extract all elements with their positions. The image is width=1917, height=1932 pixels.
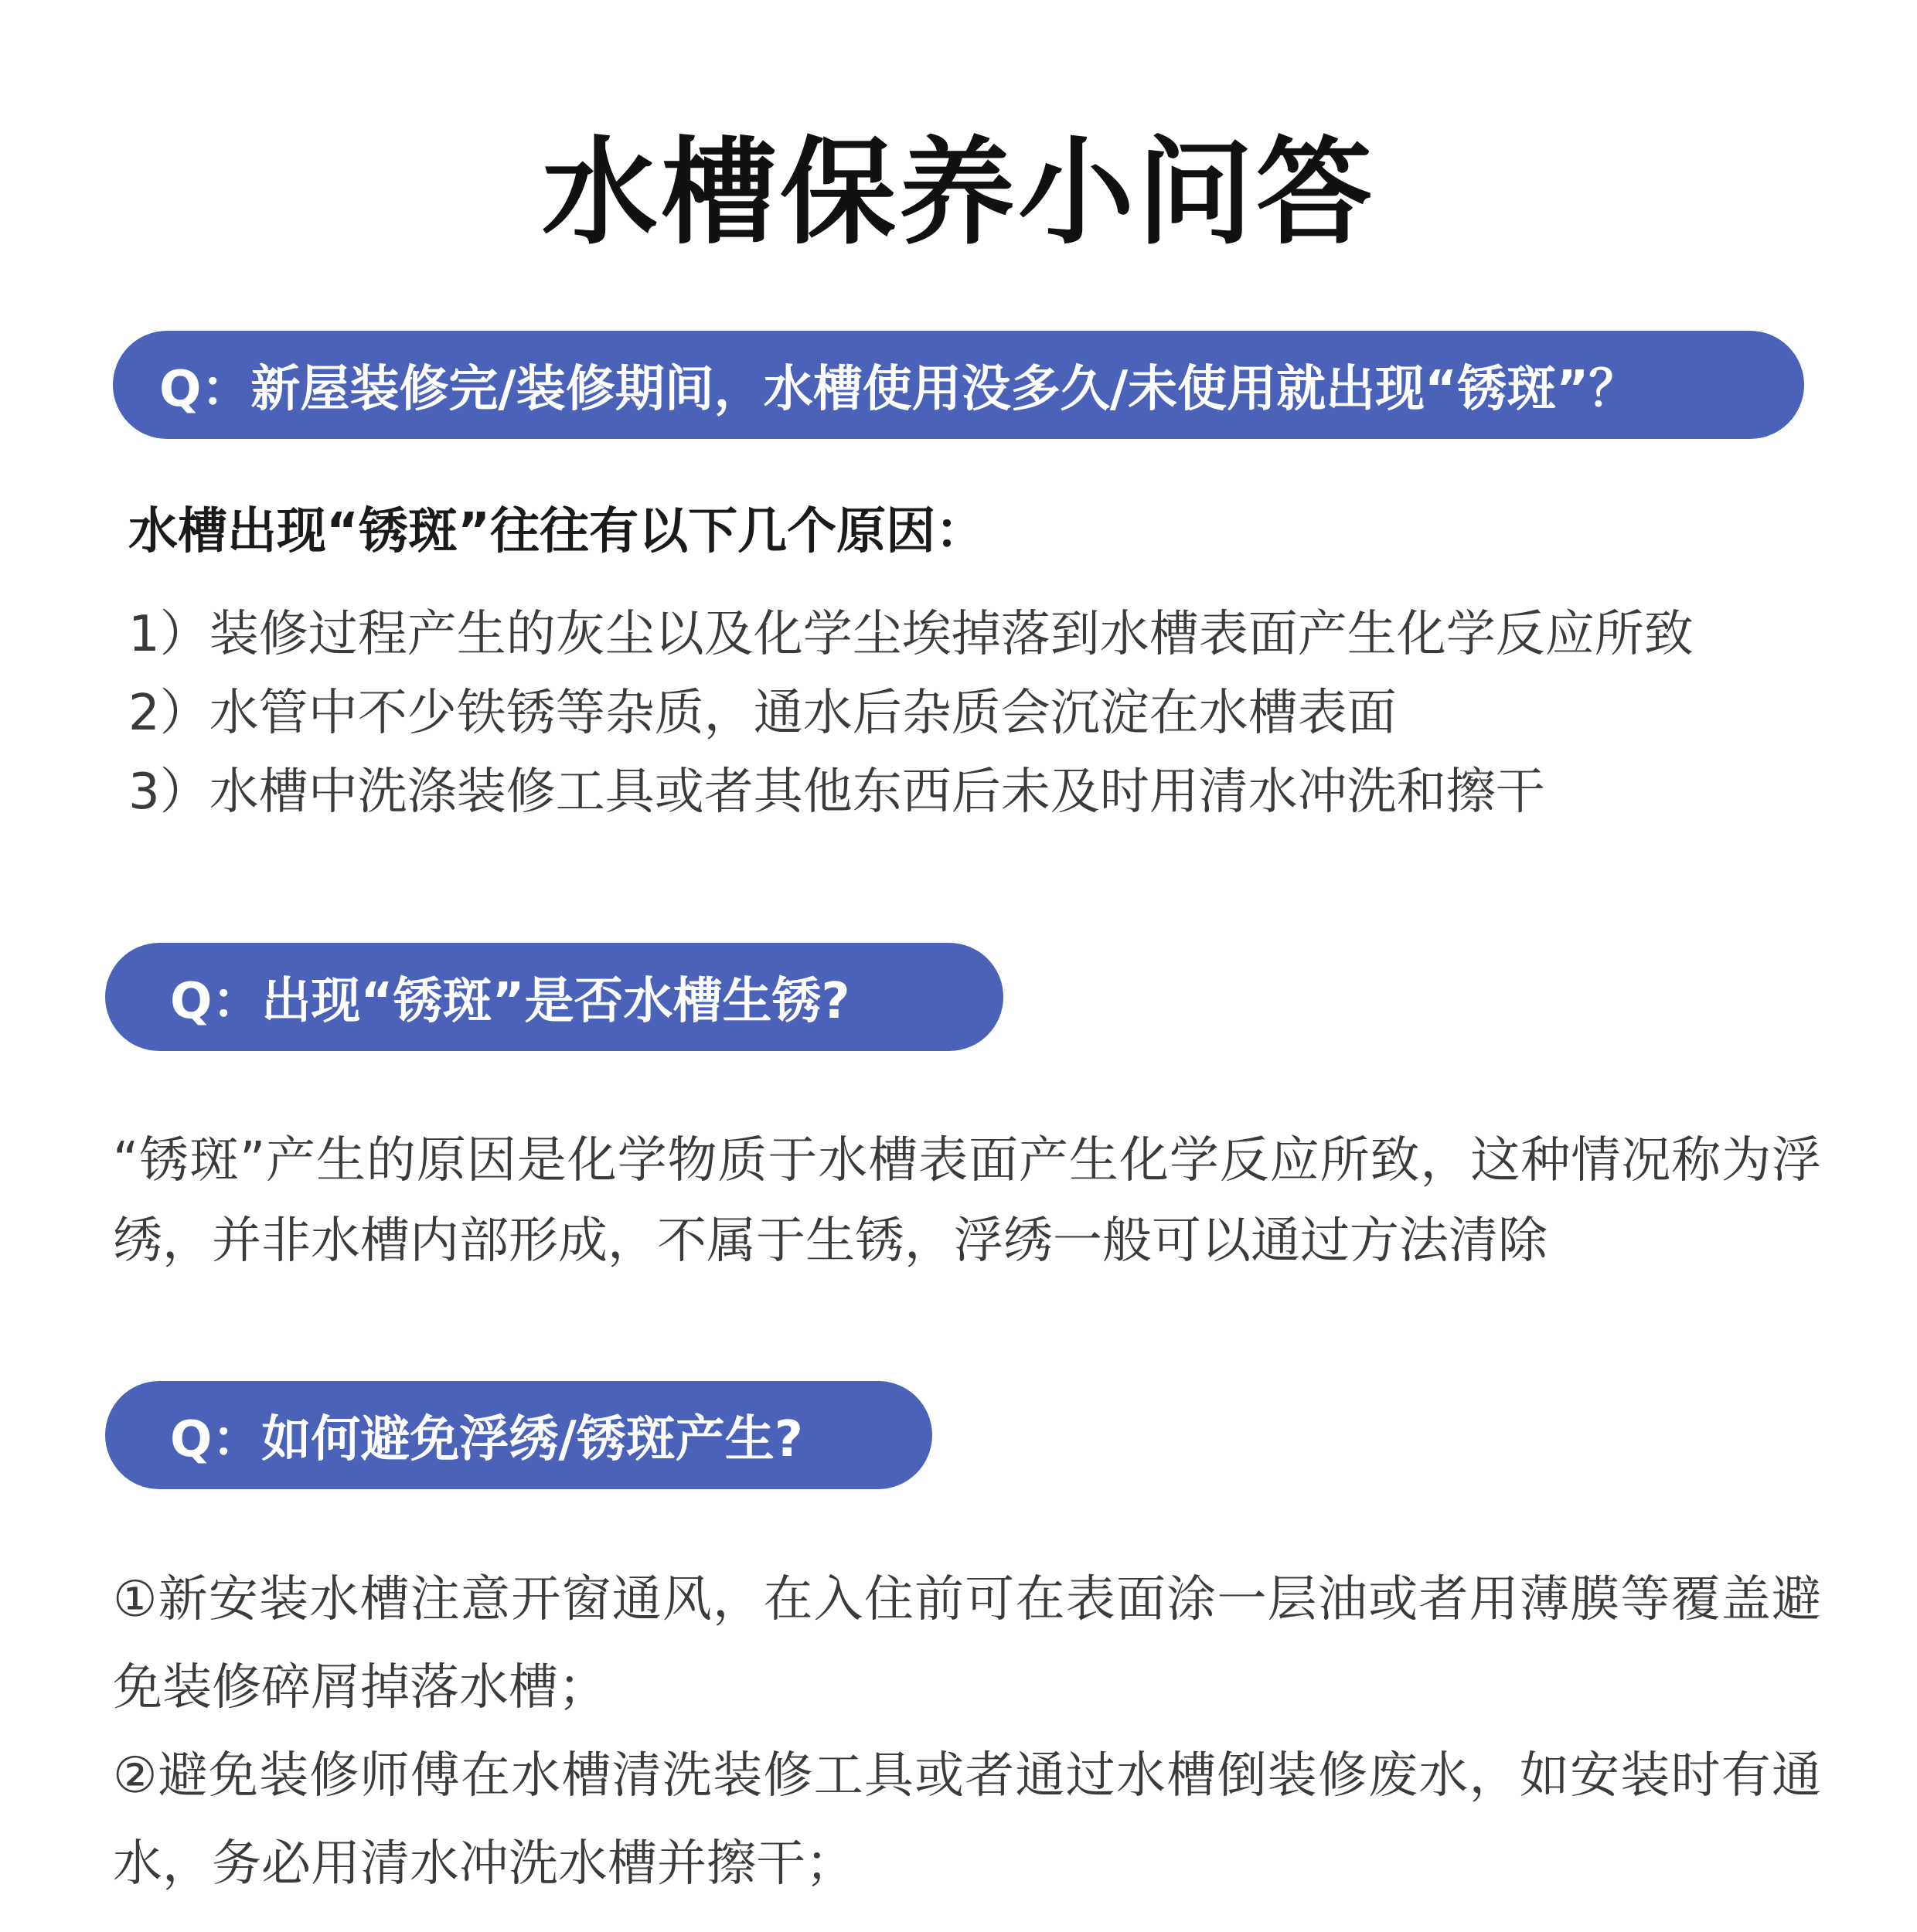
- prevention-list: [113, 1556, 1821, 1908]
- answer-subheading: 水槽出现“锈斑”往往有以下几个原因：: [128, 503, 986, 560]
- list-item: 3）水槽中洗涤装修工具或者其他东西后未及时用清水冲洗和擦干: [128, 764, 1545, 821]
- list-item: 2）水管中不少铁锈等杂质，通水后杂质会沉淀在水槽表面: [128, 685, 1397, 742]
- list-item: 1）装修过程产生的灰尘以及化学尘埃掉落到水槽表面产生化学反应所致: [128, 606, 1694, 663]
- question-banner-3: Q：如何避免浮绣/锈斑产生?: [105, 1381, 932, 1489]
- page-title: 水槽保养小问答: [541, 126, 1375, 260]
- list-item: ①新安装水槽注意开窗通风，在入住前可在表面涂一层油或者用薄膜等覆盖避免装修碎屑掉落水槽；: [113, 1571, 1821, 1716]
- list-item: ②避免装修师傅在水槽清洗装修工具或者通过水槽倒装修废水，如安装时有通水，务必用清水冲洗水槽并擦干；: [113, 1747, 1821, 1893]
- question-banner-2: Q：出现“锈斑”是否水槽生锈?: [105, 943, 1003, 1051]
- question-banner-1: Q：新屋装修完/装修期间，水槽使用没多久/未使用就出现“锈斑”？: [113, 331, 1804, 439]
- answer-paragraph: “锈斑”产生的原因是化学物质于水槽表面产生化学反应所致，这种情况称为浮绣，并非水槽内部形成，不属于生锈，浮绣一般可以通过方法清除: [113, 1132, 1821, 1270]
- cause-list: [128, 595, 1868, 832]
